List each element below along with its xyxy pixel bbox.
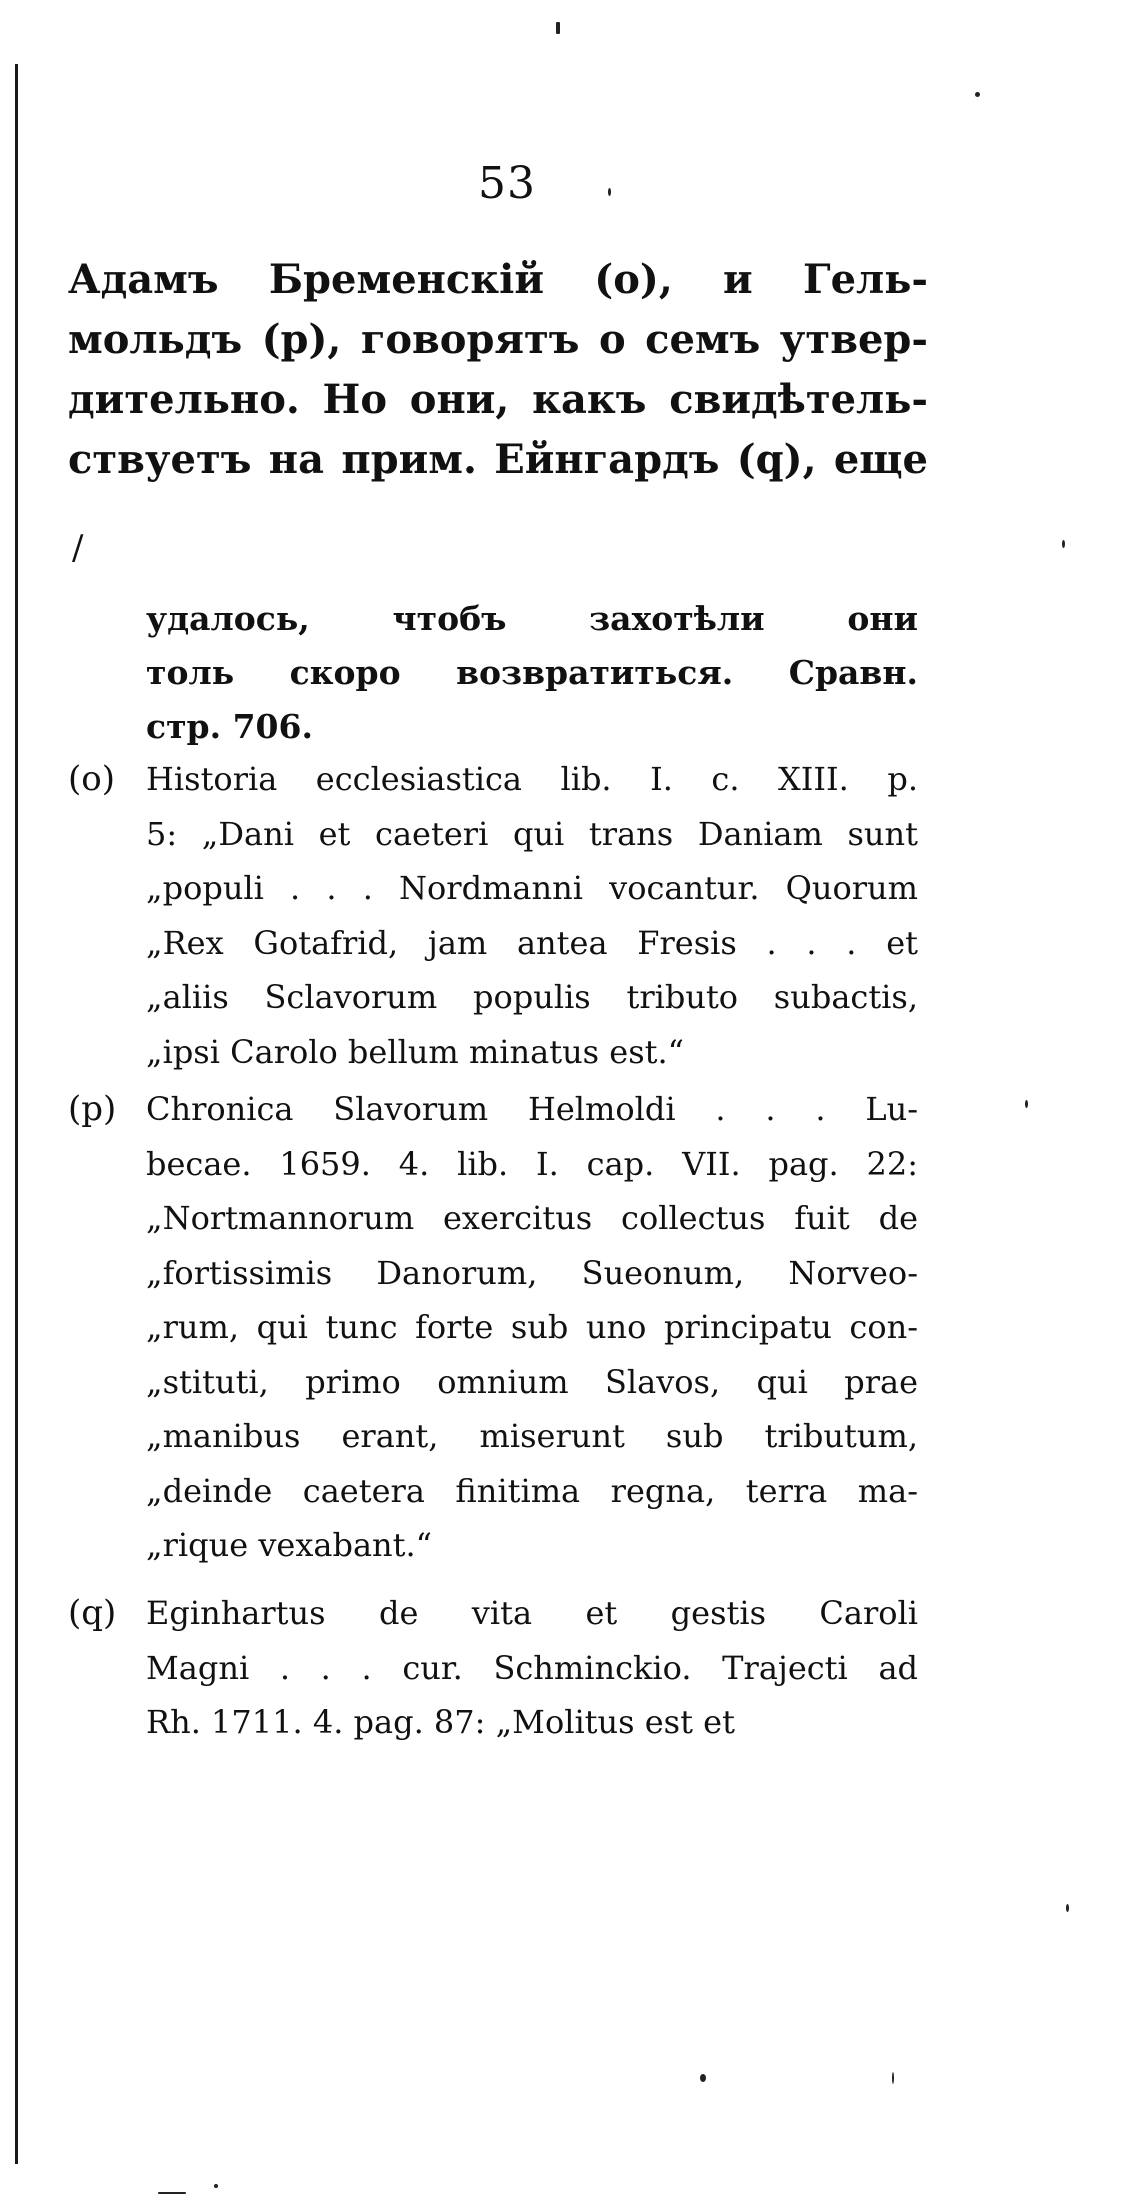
footnote-line: Magni . . . cur. Schminckio. Trajecti ad xyxy=(146,1648,918,1687)
main-line: дительно. Но они, какъ свидѣтель- xyxy=(68,376,928,423)
main-line: ствуетъ на прим. Ейнгардъ (q), еще xyxy=(68,436,928,483)
footnote-line: Rh. 1711. 4. pag. 87: „Molitus est et xyxy=(146,1703,735,1741)
footnote-body xyxy=(146,1586,918,1750)
scan-speck xyxy=(1062,540,1065,548)
footnote-line: „aliis Sclavorum populis tributo subactis, xyxy=(146,978,918,1016)
footnote-line: „ipsi Carolo bellum minatus est.“ xyxy=(146,1032,685,1071)
footnote-line: „rique vexabant.“ xyxy=(146,1526,433,1564)
footnote-marker: (p) xyxy=(68,1089,117,1129)
scan-speck xyxy=(158,2192,186,2194)
page-number: 53 xyxy=(478,158,536,209)
scan-speck xyxy=(700,2074,706,2082)
main-line: мольдъ (р), говорятъ о семъ утвер- xyxy=(68,316,928,363)
scan-speck xyxy=(556,22,560,34)
note-line: толь скоро возвратиться. Сравн. xyxy=(146,653,918,692)
scan-speck xyxy=(1066,1904,1069,1912)
footnote-line: „rum, qui tunc forte sub uno principatu con- xyxy=(146,1308,918,1346)
footnote-o xyxy=(68,752,918,1079)
footnote-body xyxy=(146,752,918,1079)
footnote-marker: (q) xyxy=(68,1593,117,1633)
scan-speck xyxy=(975,92,980,97)
footnote-line: „populi . . . Nordmanni vocantur. Quorum xyxy=(146,869,918,907)
scan-speck xyxy=(608,188,611,196)
footnote-line: „manibus erant, miserunt sub tributum, xyxy=(146,1417,918,1455)
note-line: стр. 706. xyxy=(146,707,313,746)
footnote-line: „fortissimis Danorum, Sueonum, Norveo- xyxy=(146,1253,918,1292)
footnote-line: Historia ecclesiastica lib. I. c. XIII. p. xyxy=(146,760,918,798)
main-paragraph xyxy=(68,250,928,490)
footnote-line: „Rex Gotafrid, jam antea Fresis . . . et xyxy=(146,923,918,962)
footnote-continuation xyxy=(146,592,918,754)
page-edge-rule xyxy=(15,64,18,2164)
footnote-line: Chronica Slavorum Helmoldi . . . Lu- xyxy=(146,1090,918,1128)
note-line: удалось, чтобъ захотѣли они xyxy=(146,599,918,638)
footnote-line: becae. 1659. 4. lib. I. cap. VII. pag. 22: xyxy=(146,1144,918,1183)
footnote-line: „Nortmannorum exercitus collectus fuit de xyxy=(146,1199,918,1237)
footnote-p xyxy=(68,1082,918,1573)
scan-speck xyxy=(1025,1100,1028,1108)
main-line: Адамъ Бременскій (о), и Гель- xyxy=(68,256,928,303)
footnote-q xyxy=(68,1586,918,1750)
footnote-line: „deinde caetera finitima regna, terra ma- xyxy=(146,1471,918,1510)
scan-speck xyxy=(892,2072,894,2084)
footnote-body xyxy=(146,1082,918,1573)
footnote-marker: (o) xyxy=(68,759,115,799)
separator-mark: / xyxy=(72,528,84,568)
footnote-line: Eginhartus de vita et gestis Caroli xyxy=(146,1594,918,1632)
scan-speck xyxy=(214,2184,218,2188)
footnote-line: „stituti, primo omnium Slavos, qui prae xyxy=(146,1362,918,1401)
footnote-line: 5: „Dani et caeteri qui trans Daniam sunt xyxy=(146,814,918,853)
